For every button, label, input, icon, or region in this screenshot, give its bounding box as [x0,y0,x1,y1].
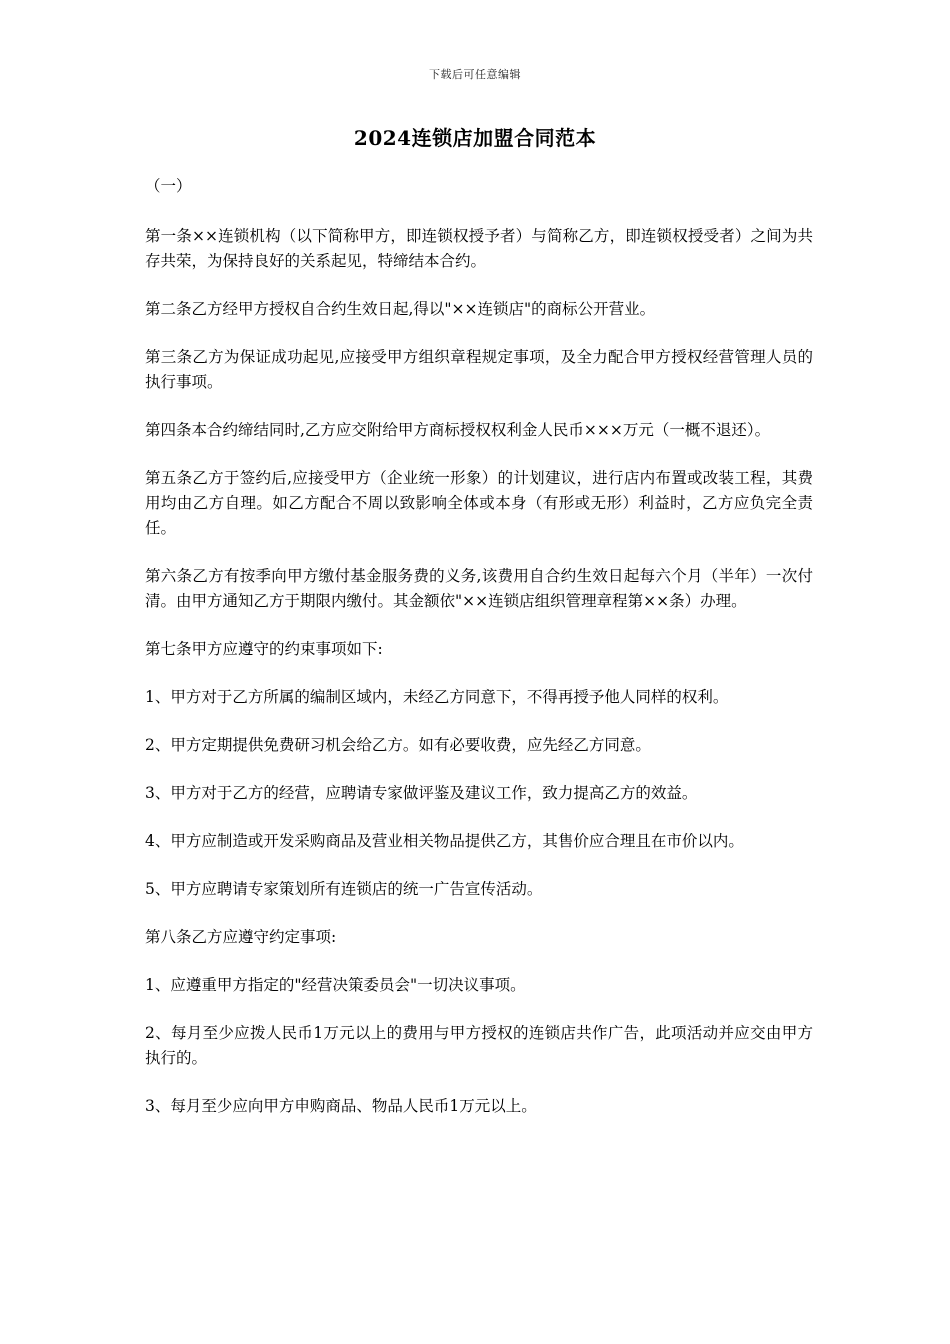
document-title: 2024连锁店加盟合同范本 [353,126,597,150]
header-note: 下载后可任意编辑 [429,68,521,81]
article-8-item-3: 3、每月至少应向甲方申购商品、物品人民币1万元以上。 [145,1097,537,1115]
article-7-item-2: 2、甲方定期提供免费研习机会给乙方。如有必要收费，应先经乙方同意。 [145,736,651,754]
document-body [145,174,813,1142]
article-7-item-4: 4、甲方应制造或开发采购商品及营业相关物品提供乙方，其售价应合理且在市价以内。 [145,832,744,850]
section-marker: （一） [145,177,192,195]
article-7-heading: 第七条甲方应遵守的约束事项如下: [145,640,383,658]
article-1: 第一条××连锁机构（以下简称甲方，即连锁权授予者）与简称乙方，即连锁权授受者）之间为共存共荣，为保持良好的关系起见，特缔结本合约。 [145,227,813,270]
article-8-item-2: 2、每月至少应拨人民币1万元以上的费用与甲方授权的连锁店共作广告，此项活动并应交由甲方执行的。 [145,1024,813,1067]
article-3: 第三条乙方为保证成功起见,应接受甲方组织章程规定事项，及全力配合甲方授权经营管理人员的执行事项。 [145,348,813,391]
article-5: 第五条乙方于签约后,应接受甲方（企业统一形象）的计划建议，进行店内布置或改装工程，其费用均由乙方自理。如乙方配合不周以致影响全体或本身（有形或无形）利益时，乙方应负完全责任。 [145,469,813,537]
article-4: 第四条本合约缔结同时,乙方应交附给甲方商标授权权利金人民币×××万元（一概不退还）。 [145,421,771,439]
article-7-item-5: 5、甲方应聘请专家策划所有连锁店的统一广告宣传活动。 [145,880,543,898]
article-8-heading: 第八条乙方应遵守约定事项: [145,928,337,946]
article-6: 第六条乙方有按季向甲方缴付基金服务费的义务,该费用自合约生效日起每六个月（半年）一次付清。由甲方通知乙方于期限内缴付。其金额依"××连锁店组织管理章程第××条）办理。 [145,567,813,610]
article-8-item-1: 1、应遵重甲方指定的"经营决策委员会"一切决议事项。 [145,976,526,994]
article-2: 第二条乙方经甲方授权自合约生效日起,得以"××连锁店"的商标公开营业。 [145,300,656,318]
article-7-item-1: 1、甲方对于乙方所属的编制区域内，未经乙方同意下，不得再授予他人同样的权利。 [145,688,729,706]
article-7-item-3: 3、甲方对于乙方的经营，应聘请专家做评鉴及建议工作，致力提高乙方的效益。 [145,784,698,802]
